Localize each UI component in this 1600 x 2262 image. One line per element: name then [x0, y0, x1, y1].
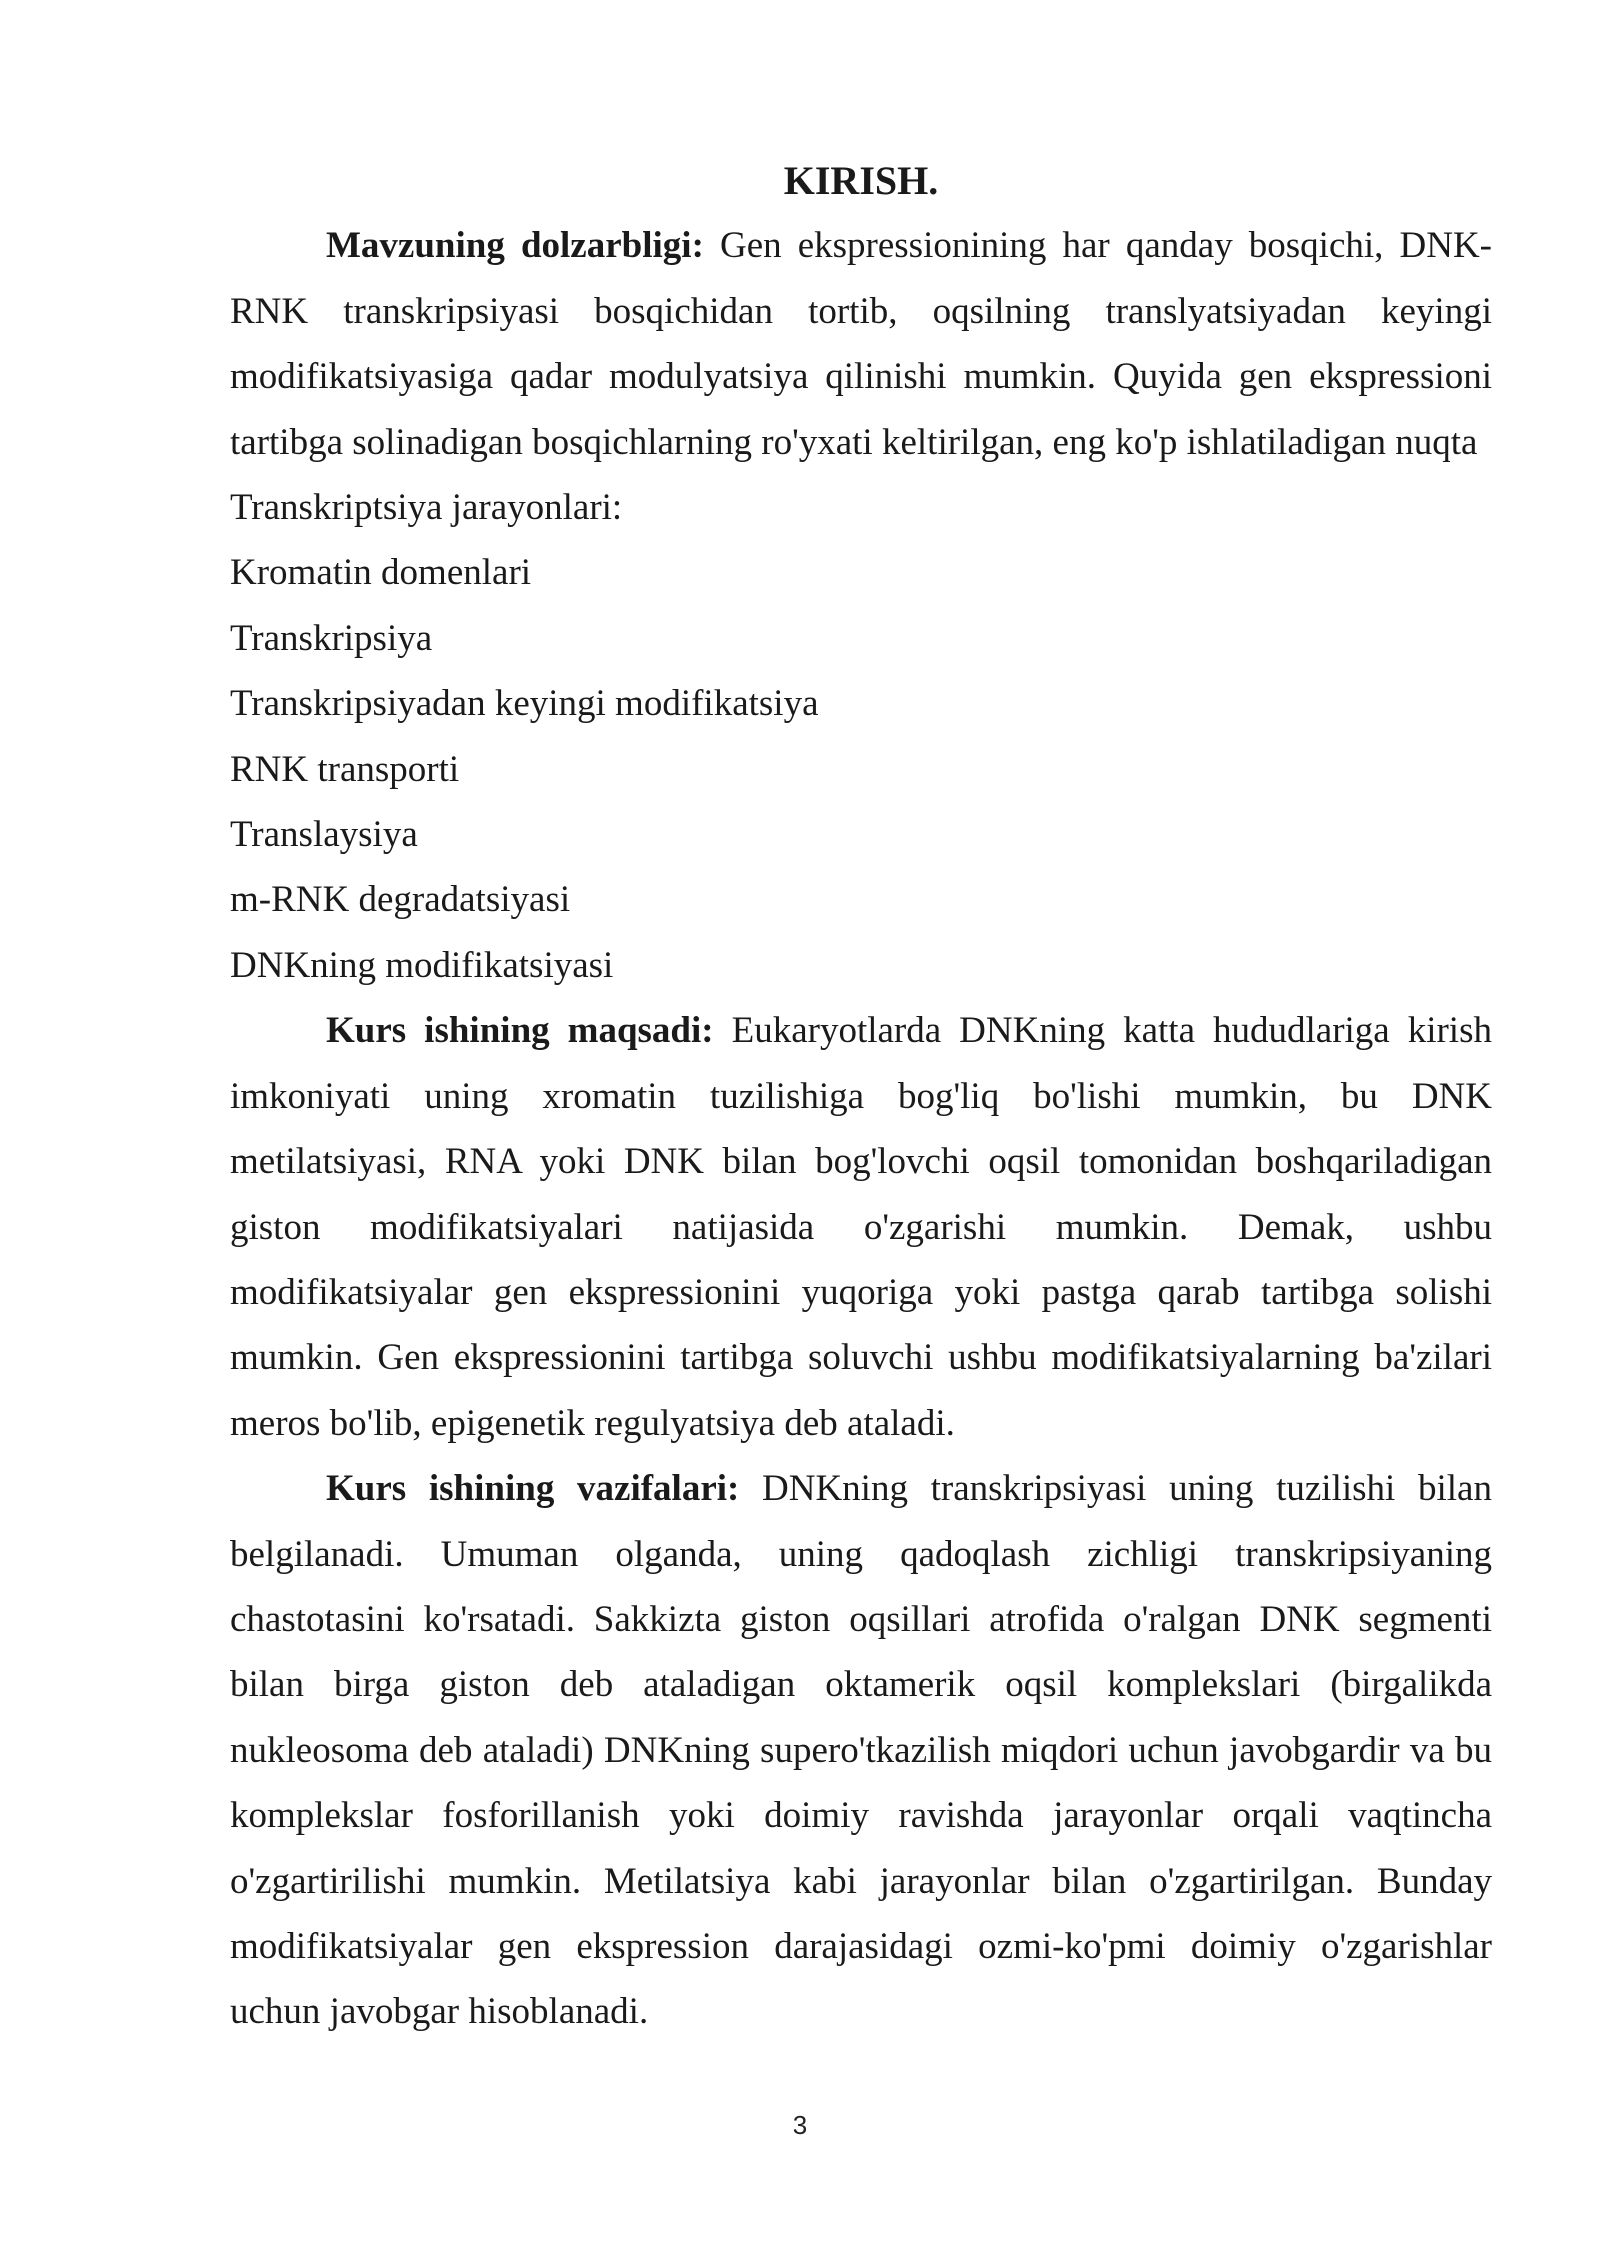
relevance-label: Mavzuning dolzarbligi:: [326, 225, 704, 267]
relevance-text: Gen ekspressionining har qanday bosqichi, DNK-RNK transkripsiyasi bosqichidan tortib, oqsilning translyatsiyadan keyingi modifikatsiyasiga qadar modulyatsiya qilinishi mumkin. Quyida gen ekspressioni tartibga solinadigan bosqichlarning ro'yxati keltirilgan, eng ko'p ishlatiladigan nuqta: [230, 225, 1492, 463]
list-item: Transkriptsiya jarayonlari:: [230, 487, 623, 529]
tasks-paragraph: [230, 1456, 1492, 2045]
goal-label: Kurs ishining maqsadi:: [326, 1010, 714, 1052]
list-item: Translaysiya: [230, 814, 418, 856]
page-content: [230, 148, 1492, 2045]
list-item: m-RNK degradatsiyasi: [230, 879, 571, 921]
relevance-paragraph: [230, 213, 1492, 475]
goal-paragraph: [230, 998, 1492, 1456]
page-number: 3: [792, 2110, 808, 2140]
list-item: Kromatin domenlari: [230, 552, 532, 594]
list-item: Transkripsiyadan keyingi modifikatsiya: [230, 683, 819, 725]
list-item: DNKning modifikatsiyasi: [230, 944, 614, 986]
list-item: Transkripsiya: [230, 617, 433, 659]
tasks-label: Kurs ishining vazifalari:: [326, 1468, 740, 1510]
section-title: KIRISH.: [783, 158, 939, 203]
expression-stages-list: [230, 475, 1492, 998]
tasks-text: DNKning transkripsiyasi uning tuzilishi bilan belgilanadi. Umuman olganda, uning qadoqlash zichligi transkripsiyaning chastotasini ko'rsatadi. Sakkizta giston oqsillari atrofida o'ralgan DNK segmenti bilan birga giston deb ataladigan oktamerik oqsil komplekslari (birgalikda nukleosoma deb ataladi) DNKning supero'tkazilish miqdori uchun javobgardir va bu komplekslar fosforillanish yoki doimiy ravishda jarayonlar orqali vaqtincha o'zgartirilishi mumkin. Metilatsiya kabi jarayonlar bilan o'zgartirilgan. Bunday modifikatsiyalar gen ekspression darajasidagi ozmi-ko'pmi doimiy o'zgarishlar uchun javobgar hisoblanadi.: [230, 1468, 1492, 2033]
goal-text: Eukaryotlarda DNKning katta hududlariga kirish imkoniyati uning xromatin tuzilishiga bog'liq bo'lishi mumkin, bu DNK metilatsiyasi, RNA yoki DNK bilan bog'lovchi oqsil tomonidan boshqariladigan giston modifikatsiyalari natijasida o'zgarishi mumkin. Demak, ushbu modifikatsiyalar gen ekspressionini yuqoriga yoki pastga qarab tartibga solishi mumkin. Gen ekspressionini tartibga soluvchi ushbu modifikatsiyalarning ba'zilari meros bo'lib, epigenetik regulyatsiya deb ataladi.: [230, 1010, 1492, 1444]
list-item: RNK transporti: [230, 748, 460, 790]
